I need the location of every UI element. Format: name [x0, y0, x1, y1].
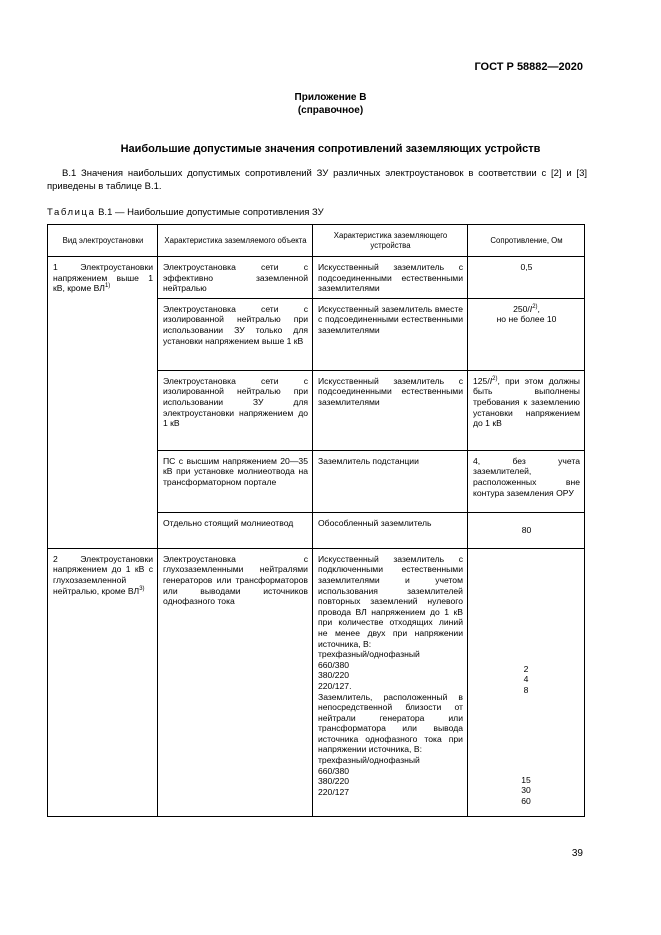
- group2-values1: 2 4 8: [523, 663, 529, 695]
- group2-voltage-label2: трехфазный/однофазный: [318, 755, 420, 766]
- row1-device: Искусственный заземлитель с подсоединенными естественными заземлителями: [313, 257, 468, 299]
- table-caption-label: Таблица: [47, 207, 96, 218]
- row5-resistance: 80: [468, 512, 585, 548]
- table-caption-text: В.1 — Наибольшие допустимые сопротивления ЗУ: [95, 207, 324, 218]
- row4-object: ПС с высшим напряжением 20—35 кВ при установке молниеотвода на трансформаторном портале: [158, 450, 313, 512]
- header-installation-type: Вид электроустановки: [48, 225, 158, 257]
- row3-resistance: $125/I^{2)}$, при этом должны быть выполнены требования к заземлению установки напряжением до 1 кВ: [468, 370, 585, 450]
- header-resistance: Сопротивление, Ом: [468, 225, 585, 257]
- group2-resistance: [468, 548, 585, 816]
- row2-resistance: $250/I^{2)}$, но не более 10: [468, 298, 585, 370]
- group2-voltage-label1: трехфазный/однофазный: [318, 649, 420, 660]
- resistance-table: [47, 224, 585, 817]
- row1-resistance: 0,5: [468, 257, 585, 299]
- group1-name: 1 Электроустановки напряжением выше 1 кВ, кроме ВЛ$^{1)}$: [48, 257, 158, 549]
- row4-resistance: 4, без учета заземлителей, расположенных вне контура заземления ОРУ: [468, 450, 585, 512]
- group2-values2: 15 30 60: [521, 774, 531, 806]
- table-header-row: [48, 225, 585, 257]
- intro-paragraph: В.1 Значения наибольших допустимых сопротивлений ЗУ различных электроустановок в соответствии с [2] и [3] приведены в таблице В.1.: [47, 168, 587, 192]
- group2-object: Электроустановка с глухозаземленными нейтралями генераторов или трансформаторов или выводами источников однофазного тока: [158, 548, 313, 816]
- table-caption: [47, 207, 324, 218]
- header-object: Характеристика заземляемого объекта: [158, 225, 313, 257]
- standard-code: ГОСТ Р 58882—2020: [474, 61, 583, 73]
- group2-device-text2: Заземлитель, расположенный в непосредственной близости от нейтрали генератора или трансформатора или вывода источника однофазного тока при напряжении источника, В:: [318, 691, 463, 755]
- row5-object: Отдельно стоящий молниеотвод: [158, 512, 313, 548]
- row3-object: Электроустановка сети с изолированной нейтралью при использовании ЗУ для электроустановки напряжением до 1 кВ: [158, 370, 313, 450]
- table-row: [48, 548, 585, 816]
- section-title: Наибольшие допустимые значения сопротивлений заземляющих устройств: [120, 143, 541, 155]
- row4-device: Заземлитель подстанции: [313, 450, 468, 512]
- header-device: Характеристика заземляющего устройства: [313, 225, 468, 257]
- group2-voltages1: 660/380 380/220 220/127.: [318, 659, 352, 691]
- row3-device: Искусственный заземлитель с подсоединенными естественными заземлителями: [313, 370, 468, 450]
- appendix-subtitle: (справочное): [297, 105, 364, 116]
- row2-device: Искусственный заземлитель вместе с подсоединенными естественными заземлителями: [313, 298, 468, 370]
- row5-device: Обособленный заземлитель: [313, 512, 468, 548]
- group2-voltages2: 660/380 380/220 220/127: [318, 765, 350, 797]
- group2-name: 2 Электроустановки напряжением до 1 кВ с глухозаземленной нейтралью, кроме ВЛ$^{3)}$: [48, 548, 158, 816]
- row2-object: Электроустановка сети с изолированной нейтралью при использовании ЗУ только для установки напряжением выше 1 кВ: [158, 298, 313, 370]
- group2-device-text1: Искусственный заземлитель с подключенными естественными заземлителями и учетом использования заземлителей повторных заземлений нулевого провода ВЛ напряжением до 1 кВ при количестве отходящих линий не менее двух при напряжении источника, В:: [318, 553, 463, 649]
- table-row: [48, 257, 585, 299]
- row1-object: Электроустановка сети с эффективно заземленной нейтралью: [158, 257, 313, 299]
- appendix-heading: [0, 91, 661, 117]
- group2-device: [313, 548, 468, 816]
- page-number: 39: [571, 848, 583, 859]
- appendix-title: Приложение В: [294, 92, 367, 103]
